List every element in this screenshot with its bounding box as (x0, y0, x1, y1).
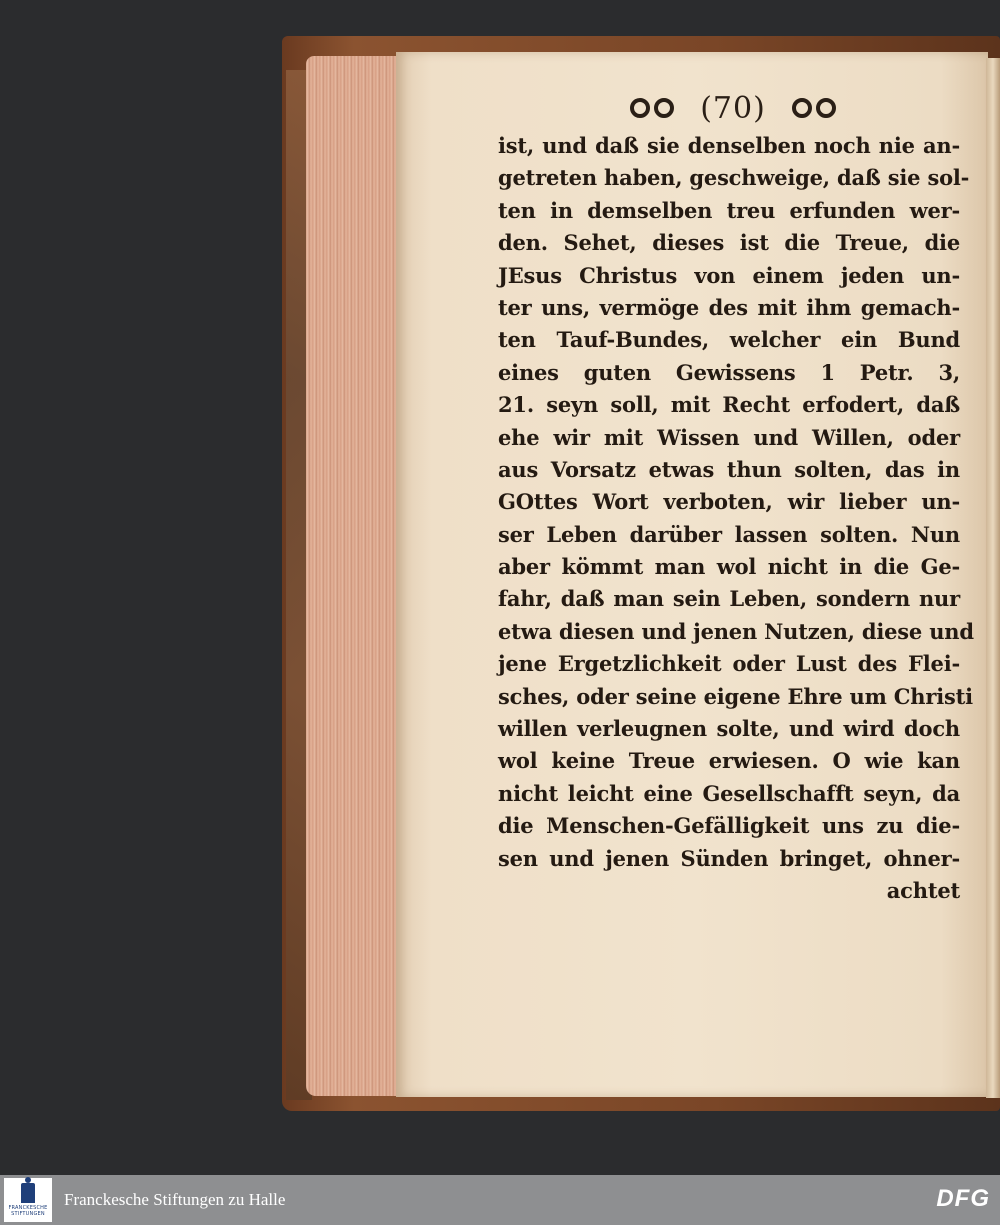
footer-bar (0, 1175, 1000, 1225)
text-line: JEsus Christus von einem jeden un- (498, 262, 960, 288)
text-line: fahr, daß man sein Leben, sondern nur (498, 586, 960, 612)
text-line: sches, oder seine eigene Ehre um Christi (498, 683, 973, 709)
text-line: ist, und daß sie denselben noch nie an- (498, 133, 960, 158)
text-line: ter uns, vermöge des mit ihm gemach- (498, 294, 960, 320)
page-text (498, 130, 974, 907)
footer-title[interactable]: Franckesche Stiftungen zu Halle (64, 1190, 286, 1209)
ornament-left-icon (628, 95, 676, 121)
text-line: 21. seyn soll, mit Recht erfodert, daß (498, 392, 960, 418)
page-right-edge (986, 58, 1000, 1098)
text-line: wol keine Treue erwiesen. O wie kan (498, 748, 960, 774)
text-line: etwa diesen und jenen Nutzen, diese und (498, 618, 974, 644)
text-line: nicht leicht eine Gesellschafft seyn, da (498, 780, 960, 806)
page-header (608, 86, 858, 130)
ornament-right-icon (790, 95, 838, 121)
text-line: eines guten Gewissens 1 Petr. 3, (498, 359, 960, 385)
text-line: GOttes Wort verboten, wir lieber un- (498, 489, 960, 515)
text-line: sen und jenen Sünden bringet, ohner- (498, 845, 960, 871)
page-number: (70) (700, 90, 766, 126)
text-line: ten Tauf-Bundes, welcher ein Bund (498, 327, 960, 353)
text-line: aus Vorsatz etwas thun solten, das in (498, 456, 960, 482)
foundation-emblem-icon (21, 1183, 35, 1203)
catchword: achtet (886, 877, 960, 903)
text-line: getreten haben, geschweige, daß sie sol- (498, 165, 970, 191)
dfg-logo[interactable]: DFG (936, 1185, 990, 1212)
text-line: ten in demselben treu erfunden wer- (498, 197, 960, 223)
francke-logo[interactable] (4, 1178, 52, 1222)
text-line: willen verleugnen solte, und wird doch (498, 716, 960, 742)
text-line: den. Sehet, dieses ist die Treue, die (498, 230, 960, 256)
page-edges (306, 56, 406, 1096)
text-line: jene Ergetzlichkeit oder Lust des Flei- (498, 651, 960, 677)
logo-text: FRANCKESCHE STIFTUNGEN (8, 1205, 48, 1217)
text-line: ser Leben darüber lassen solten. Nun (498, 521, 960, 547)
text-line: ehe wir mit Wissen und Willen, oder (498, 424, 960, 450)
text-line: die Menschen-Gefälligkeit uns zu die- (498, 813, 960, 839)
text-line: aber kömmt man wol nicht in die Ge- (498, 554, 960, 580)
